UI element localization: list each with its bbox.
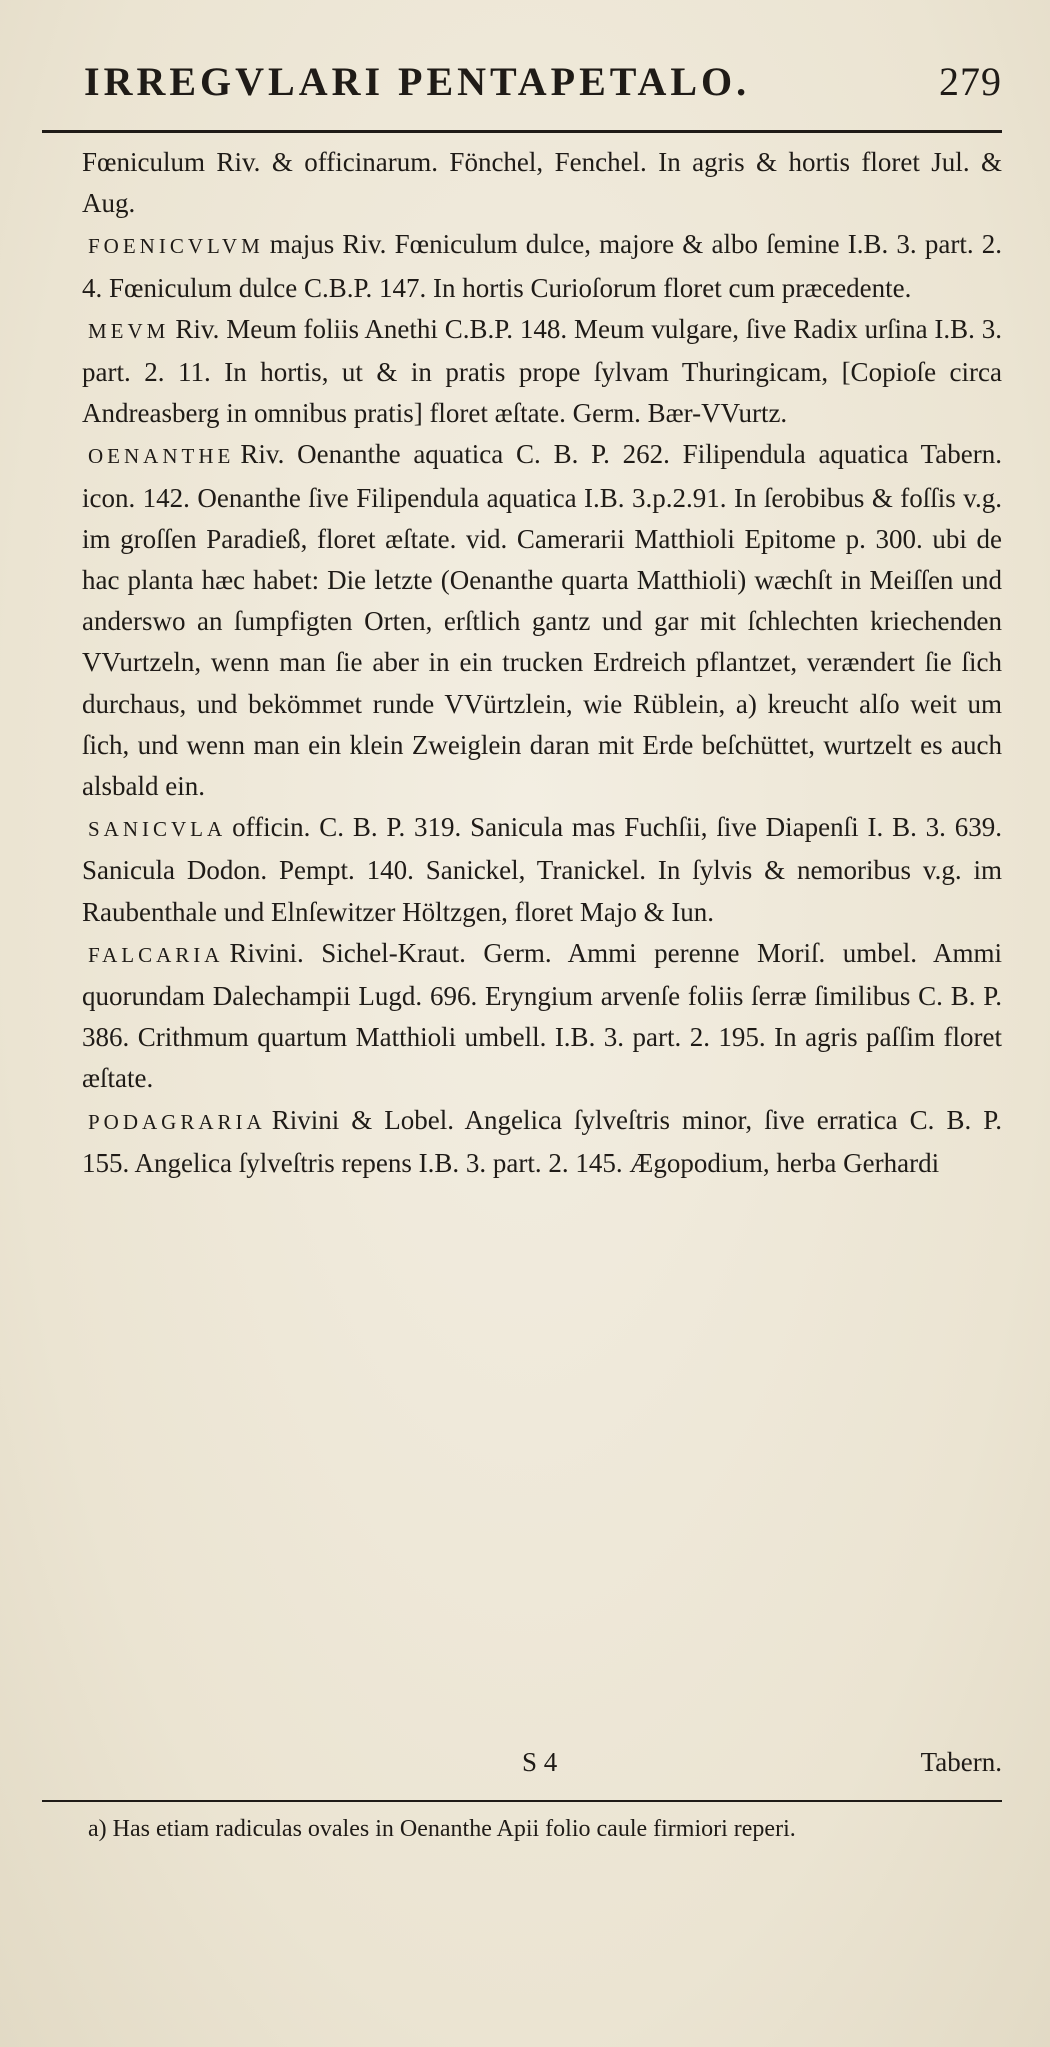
entry-sanicula: [82, 807, 1002, 933]
entry-name: OENANTHE: [88, 444, 235, 469]
running-title: IRREGVLARI PENTAPETALO.: [84, 59, 751, 104]
entry-podagraria: [82, 1100, 1002, 1184]
footnote-rule: [42, 1800, 1002, 1802]
entry-foeniculum-officinarum: [82, 142, 1002, 224]
entry-name: FALCARIA: [88, 942, 224, 967]
header-rule: [42, 130, 1002, 133]
page-number: 279: [939, 59, 1002, 104]
catchword: Tabern.: [920, 1747, 1002, 1777]
entry-text: Rivini & Lobel. Angelica ſylveſtris minor, ſive erratica C. B. P. 155. Angelica ſylveſtris repens I.B. 3. part. 2. 145. Ægopodium, herba Gerhardi: [82, 1104, 1002, 1178]
entry-meum: [82, 309, 1002, 435]
entry-text: majus Riv. Fœniculum dulce, majore & albo ſemine I.B. 3. part. 2. 4. Fœniculum dulce C.B.P. 147. In hortis Curioſorum floret cum præcedente.: [82, 229, 1002, 303]
footnote: a) Has etiam radiculas ovales in Oenanthe Apii folio caule firmiori reperi.: [88, 1816, 796, 1842]
entry-text: Fœniculum Riv. & officinarum. Fönchel, Fenchel. In agris & hortis floret Jul. & Aug.: [82, 147, 1002, 219]
entry-name: PODAGRARIA: [88, 1109, 266, 1134]
entry-text: Riv. Oenanthe aquatica C. B. P. 262. Filipendula aquatica Tabern. icon. 142. Oenanthe ſive Filipendula aquatica I.B. 3.p.2.91. In ſerobibus & foſſis v.g. im groſſen Paradieß, floret æſtate. vid. Camerarii Matthioli Epitome p. 300. ubi de hac planta hæc habet: Die letzte (Oenanthe quarta Matthioli) wæchſt in Meiſſen und anderswo an ſumpfigten Orten, erſtlich gantz und gar mit ſchlechten kriechenden VVurtzeln, wenn man ſie aber in ein trucken Erdreich pflantzet, verændert ſie ſich durchaus, und bekömmet runde VVürtzlein, wie Rüblein, a) kreucht alſo weit um ſich, und wenn man ein klein Zweiglein daran mit Erde beſchüttet, wurtzelt es auch alsbald ein.: [82, 439, 1002, 802]
entry-name: MEVM: [88, 318, 170, 343]
entry-text: Rivini. Sichel-Kraut. Germ. Ammi perenne Moriſ. umbel. Ammi quorundam Dalechampii Lugd. 696. Eryngium arvenſe foliis ſerræ ſimilibus C. B. P. 386. Crithmum quartum Matthioli umbell. I.B. 3. part. 2. 195. In agris paſſim floret æſtate.: [82, 937, 1002, 1094]
entry-foeniculum-majus: [82, 224, 1002, 308]
entry-name: SANICVLA: [88, 817, 227, 842]
entry-oenanthe: [82, 434, 1002, 807]
entry-text: officin. C. B. P. 319. Sanicula mas Fuchſii, ſive Diapenſi I. B. 3. 639. Sanicula Dodon. Pempt. 140. Sanickel, Tranickel. In ſylvis & nemoribus v.g. im Raubenthale und Elnſewitzer Höltzgen, floret Majo & Iun.: [82, 812, 1002, 927]
entry-falcaria: [82, 933, 1002, 1100]
signature-mark: S 4: [522, 1747, 558, 1777]
entry-text: Riv. Meum foliis Anethi C.B.P. 148. Meum vulgare, ſive Radix urſina I.B. 3. part. 2. 11. In hortis, ut & in pratis prope ſylvam Thuringicam, [Copioſe circa Andreasberg in omnibus pratis] floret æſtate. Germ. Bær-VVurtz.: [82, 313, 1002, 429]
page-header: [0, 58, 1050, 118]
entry-name: FOENICVLVM: [88, 234, 264, 259]
main-text: [82, 142, 1002, 1184]
